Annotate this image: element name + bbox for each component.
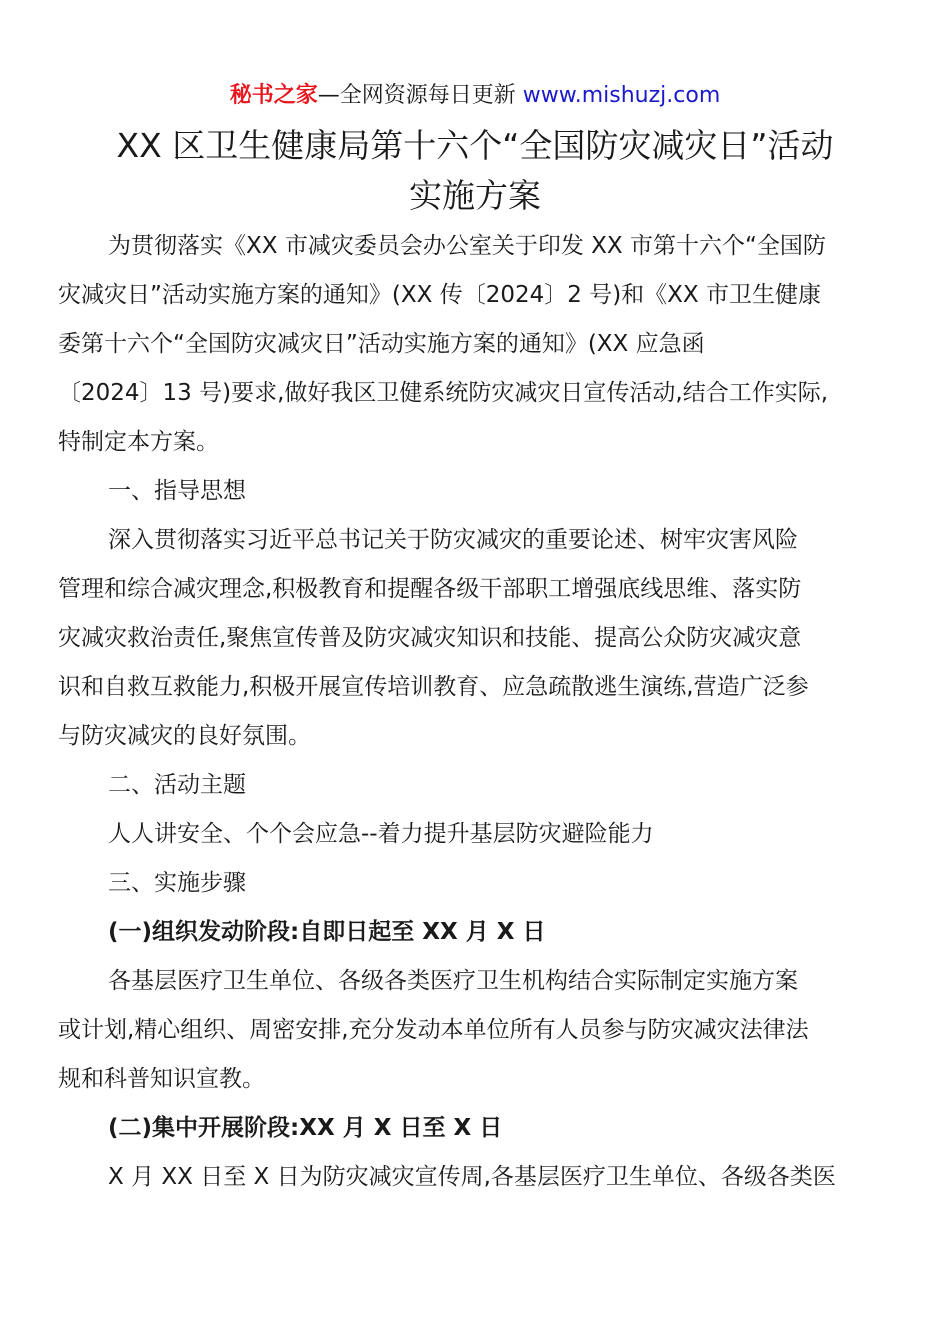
step1-line: 各基层医疗卫生单位、各级各类医疗卫生机构结合实际制定实施方案 xyxy=(108,968,798,994)
document-body xyxy=(58,222,898,1202)
section1-line: 识和自救互救能力,积极开展宣传培训教育、应急疏散逃生演练,营造广泛参 xyxy=(58,674,809,700)
section1-line: 管理和综合减灾理念,积极教育和提醒各级干部职工增强底线思维、落实防 xyxy=(58,576,802,602)
section-heading: 三、实施步骤 xyxy=(108,870,246,896)
banner-brand: 秘书之家 xyxy=(229,83,318,108)
intro-line: 灾减灾日”活动实施方案的通知》(XX 传〔2024〕2 号)和《XX 市卫生健康 xyxy=(58,282,821,308)
banner-tagline: —全网资源每日更新 xyxy=(317,83,516,108)
step2-heading: (二)集中开展阶段:XX 月 X 日至 X 日 xyxy=(108,1115,503,1141)
banner-url[interactable]: www.mishuzj.com xyxy=(522,83,721,108)
intro-line: 为贯彻落实《XX 市减灾委员会办公室关于印发 XX 市第十六个“全国防 xyxy=(108,233,826,259)
document-title-line-2: 实施方案 xyxy=(409,176,541,215)
document-title-line-1: XX 区卫生健康局第十六个“全国防灾减灾日”活动 xyxy=(116,126,834,165)
step1-line: 或计划,精心组织、周密安排,充分发动本单位所有人员参与防灾减灾法律法 xyxy=(58,1017,809,1043)
section-heading: 二、活动主题 xyxy=(108,772,246,798)
section1-line: 灾减灾救治责任,聚焦宣传普及防灾减灾知识和技能、提高公众防灾减灾意 xyxy=(58,625,802,651)
step2-line: X 月 XX 日至 X 日为防灾减灾宣传周,各基层医疗卫生单位、各级各类医 xyxy=(108,1164,836,1190)
intro-line: 〔2024〕13 号)要求,做好我区卫健系统防灾减灾日宣传活动,结合工作实际, xyxy=(58,380,829,406)
site-banner xyxy=(0,80,950,112)
section1-line: 深入贯彻落实习近平总书记关于防灾减灾的重要论述、树牢灾害风险 xyxy=(108,527,798,553)
section-heading: 一、指导思想 xyxy=(108,478,246,504)
section2-theme: 人人讲安全、个个会应急--着力提升基层防灾避险能力 xyxy=(108,821,654,847)
intro-line: 委第十六个“全国防灾减灾日”活动实施方案的通知》(XX 应急函 xyxy=(58,331,705,357)
step1-heading: (一)组织发动阶段:自即日起至 XX 月 X 日 xyxy=(108,919,546,945)
section1-line: 与防灾减灾的良好氛围。 xyxy=(58,723,311,749)
step1-line: 规和科普知识宣教。 xyxy=(58,1066,265,1092)
intro-line: 特制定本方案。 xyxy=(58,429,219,455)
